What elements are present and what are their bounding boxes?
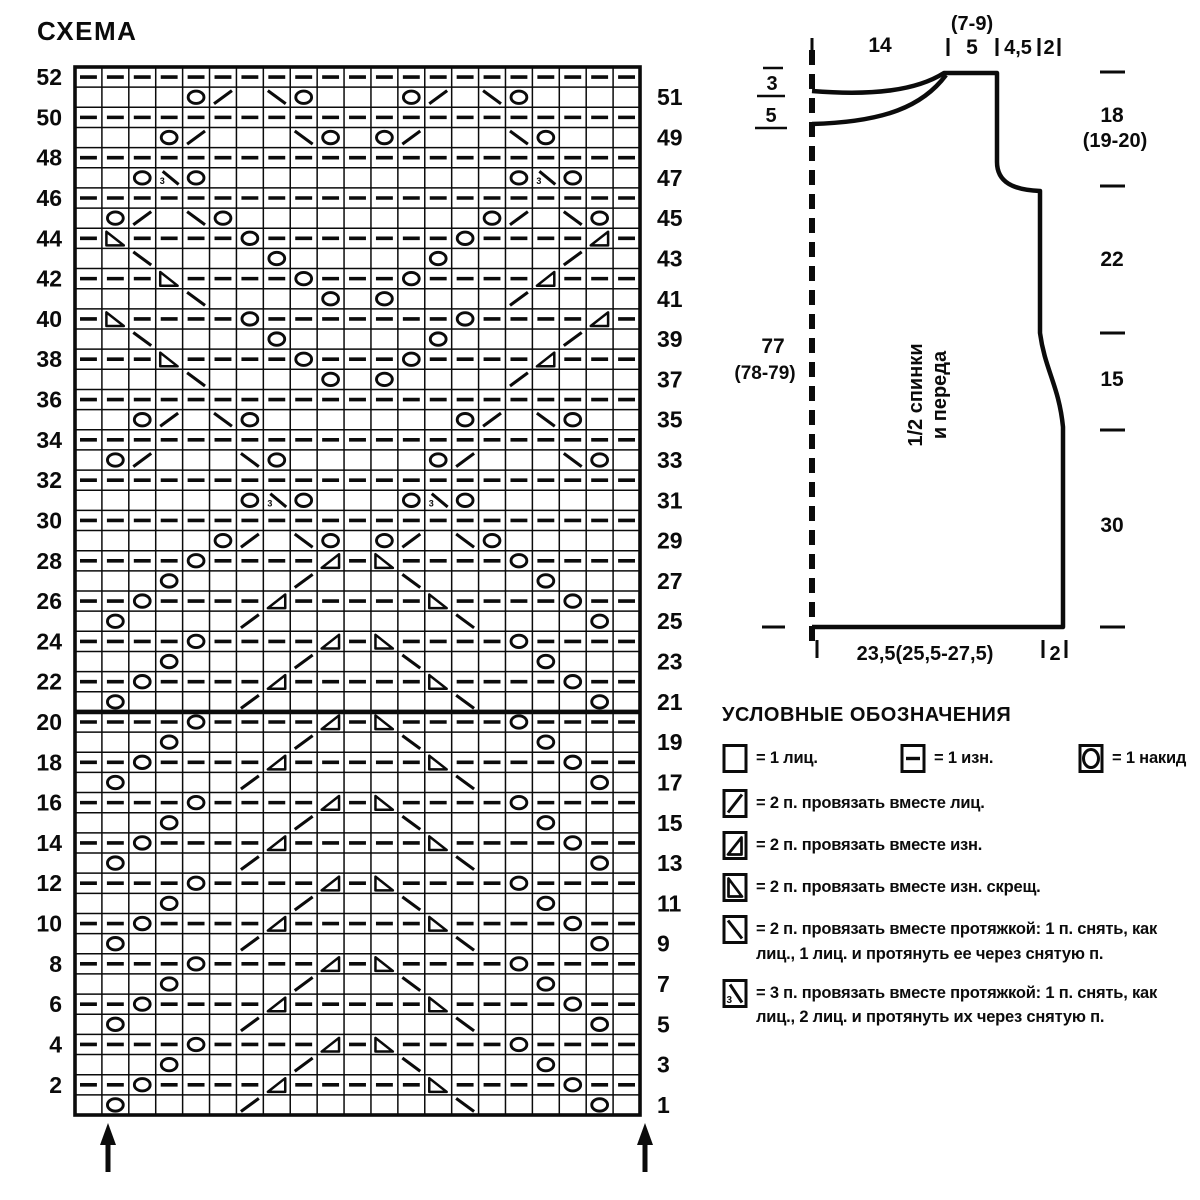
svg-text:14: 14 xyxy=(36,829,62,856)
svg-text:2: 2 xyxy=(49,1071,62,1098)
sl1-k2tog-psso-icon xyxy=(722,978,749,1009)
legend-item-label: = 1 изн. xyxy=(934,749,994,768)
svg-text:28: 28 xyxy=(36,547,62,574)
legend-item-label: = 2 п. провязать вместе лиц. xyxy=(756,794,985,812)
svg-text:51: 51 xyxy=(657,84,683,111)
svg-text:26: 26 xyxy=(36,588,62,615)
measure-side-30: 30 xyxy=(1100,514,1124,537)
svg-text:17: 17 xyxy=(657,769,683,796)
svg-text:52: 52 xyxy=(36,64,62,91)
legend-item-ssk xyxy=(722,914,1200,967)
legend-item-purl xyxy=(900,743,1078,774)
row-numbers-right xyxy=(657,84,683,1118)
svg-text:21: 21 xyxy=(657,688,683,715)
p2tog-crossed-icon xyxy=(722,872,749,903)
svg-text:16: 16 xyxy=(36,789,62,816)
svg-text:11: 11 xyxy=(657,890,682,917)
svg-text:44: 44 xyxy=(36,225,62,252)
svg-text:1: 1 xyxy=(657,1091,670,1118)
svg-text:37: 37 xyxy=(657,366,683,393)
svg-text:19: 19 xyxy=(657,729,683,756)
legend-title: УСЛОВНЫЕ ОБОЗНАЧЕНИЯ xyxy=(722,704,1012,726)
svg-text:3: 3 xyxy=(536,175,542,186)
measure-bottom-width: 23,5(25,5-27,5) xyxy=(856,643,994,665)
svg-text:13: 13 xyxy=(657,850,683,877)
svg-text:45: 45 xyxy=(657,205,683,232)
legend-item-sl1-k2tog-psso xyxy=(722,978,1200,1031)
svg-text:34: 34 xyxy=(36,426,62,453)
legend-item-p2tog-crossed xyxy=(722,872,1200,903)
svg-text:8: 8 xyxy=(49,950,62,977)
grid-lines xyxy=(74,67,641,1115)
svg-text:38: 38 xyxy=(36,346,62,373)
repeat-arrows xyxy=(100,1123,653,1172)
svg-text:43: 43 xyxy=(657,245,683,272)
svg-text:33: 33 xyxy=(657,447,683,474)
legend-basic-row xyxy=(722,743,1200,774)
svg-text:3: 3 xyxy=(159,175,165,186)
legend-item-label: = 3 п. провязать вместе протяжкой: 1 п. снять, как лиц., 2 лиц. и протянуть их через снятую п. xyxy=(756,983,1158,1027)
svg-text:40: 40 xyxy=(36,305,62,332)
svg-text:48: 48 xyxy=(36,144,62,171)
svg-text:15: 15 xyxy=(657,809,683,836)
measure-top-neck-paren: (7-9) xyxy=(950,13,994,35)
right-ticks xyxy=(1100,72,1125,627)
legend-item-label: = 2 п. провязать вместе изн. скрещ. xyxy=(756,878,1041,896)
k2tog-icon xyxy=(722,788,749,819)
chart-title: СХЕМА xyxy=(37,16,138,46)
measure-top-2: 2 xyxy=(1043,37,1055,59)
purl-stitch-icon xyxy=(900,743,927,774)
measure-length-paren: (78-79) xyxy=(734,363,796,384)
svg-text:30: 30 xyxy=(36,507,62,534)
measure-bottom-2: 2 xyxy=(1049,643,1061,665)
svg-text:35: 35 xyxy=(657,406,683,433)
legend-item-label: = 2 п. провязать вместе изн. xyxy=(756,836,983,854)
svg-text:46: 46 xyxy=(36,185,62,212)
garment-schematic xyxy=(725,10,1200,690)
svg-text:20: 20 xyxy=(36,709,62,736)
yarn-over-icon xyxy=(1078,743,1105,774)
svg-text:42: 42 xyxy=(36,265,62,292)
svg-text:3: 3 xyxy=(267,498,273,509)
svg-text:6: 6 xyxy=(49,991,62,1018)
measure-armhole-18: 18 xyxy=(1100,104,1124,127)
svg-text:32: 32 xyxy=(36,467,62,494)
svg-text:3: 3 xyxy=(428,498,434,509)
svg-text:22: 22 xyxy=(36,668,62,695)
measure-side-22: 22 xyxy=(1100,248,1124,271)
legend-item-k2tog xyxy=(722,788,1200,819)
svg-text:31: 31 xyxy=(657,487,683,514)
svg-text:4: 4 xyxy=(49,1031,62,1058)
svg-text:25: 25 xyxy=(657,608,683,635)
legend-item-label: = 1 лиц. xyxy=(756,749,818,768)
legend-item-yarn-over xyxy=(1078,743,1186,774)
svg-text:47: 47 xyxy=(657,164,683,191)
measure-top-5: 5 xyxy=(966,36,978,59)
svg-text:49: 49 xyxy=(657,124,683,151)
measure-neck-3: 3 xyxy=(766,73,778,95)
svg-text:12: 12 xyxy=(36,870,62,897)
legend-item-label: = 2 п. провязать вместе протяжкой: 1 п. снять, как лиц., 1 лиц. и протянуть ее через снятую п. xyxy=(756,920,1158,963)
measure-top-14: 14 xyxy=(868,34,892,57)
svg-text:18: 18 xyxy=(36,749,62,776)
svg-text:36: 36 xyxy=(36,386,62,413)
svg-text:50: 50 xyxy=(36,104,62,131)
legend-item-label: = 1 накид xyxy=(1112,749,1187,768)
svg-text:3: 3 xyxy=(657,1051,670,1078)
svg-text:27: 27 xyxy=(657,567,683,594)
legend xyxy=(722,704,1200,1041)
svg-text:5: 5 xyxy=(657,1011,670,1038)
svg-text:10: 10 xyxy=(36,910,62,937)
measure-neck-5: 5 xyxy=(765,105,777,127)
svg-text:39: 39 xyxy=(657,326,683,353)
svg-text:9: 9 xyxy=(657,930,670,957)
measure-top-45: 4,5 xyxy=(1004,37,1032,59)
measure-armhole-paren: (19-20) xyxy=(1082,130,1148,152)
ssk-icon xyxy=(722,914,749,945)
svg-text:23: 23 xyxy=(657,648,683,675)
svg-text:41: 41 xyxy=(657,285,683,312)
svg-text:29: 29 xyxy=(657,527,683,554)
svg-text:24: 24 xyxy=(36,628,62,655)
measure-waist-15: 15 xyxy=(1100,368,1124,391)
garment-outline xyxy=(812,73,1063,627)
row-numbers-left xyxy=(36,64,62,1098)
piece-label-line2: и переда xyxy=(929,350,951,440)
svg-text:7: 7 xyxy=(657,971,670,998)
chart-symbols xyxy=(80,77,635,1111)
knit-stitch-icon xyxy=(722,743,749,774)
measure-length-77: 77 xyxy=(761,335,785,358)
piece-label-line1: 1/2 спинки xyxy=(905,343,927,447)
p2tog-icon xyxy=(722,830,749,861)
piece-label xyxy=(905,343,951,446)
legend-item-p2tog xyxy=(722,830,1200,861)
svg-text:3: 3 xyxy=(726,994,733,1006)
legend-item-knit xyxy=(722,743,900,774)
